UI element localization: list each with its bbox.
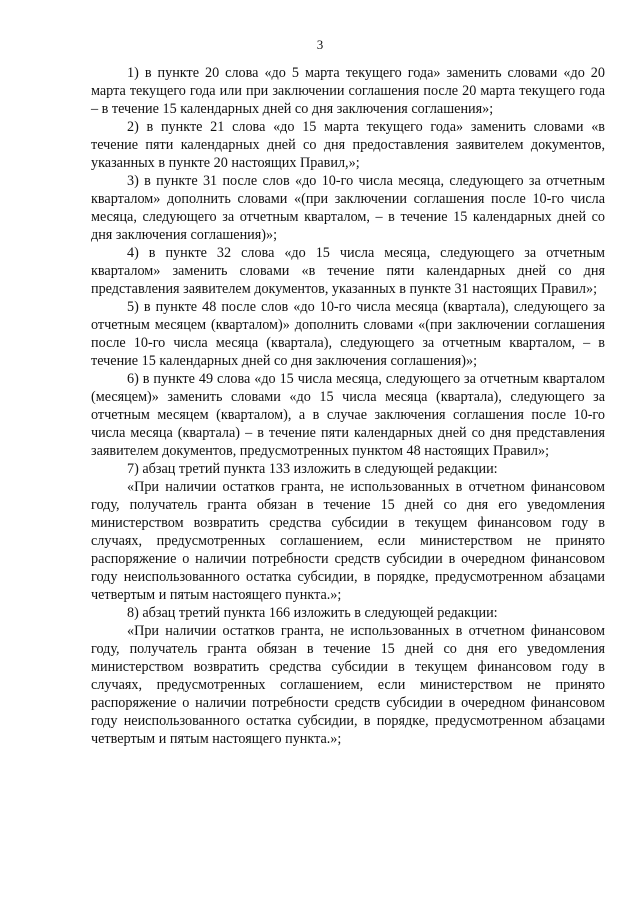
paragraph-quote-133: «При наличии остатков гранта, не использованных в отчетном финансовом году, получатель гранта обязан в течение 15 дней со дня его уведомления министерством возвратить средства субсидии в текущем финансовом году в случаях, предусмотренных соглашением, если министерством не принято распоряжение о наличии потребности средств субсидии в очередном финансовом году неиспользованного остатка субсидии, в порядке, предусмотренном абзацами четвертым и пятым настоящего пункта.»;	[91, 479, 605, 603]
document-body	[91, 64, 605, 748]
paragraph-item-7: 7) абзац третий пункта 133 изложить в следующей редакции:	[127, 461, 498, 477]
paragraph-item-1: 1) в пункте 20 слова «до 5 марта текущего года» заменить словами «до 20 марта текущего года или при заключении соглашения после 20 марта текущего года – в течение 15 календарных дней со дня заключения соглашения»;	[91, 65, 605, 117]
paragraph-item-3: 3) в пункте 31 после слов «до 10-го числа месяца, следующего за отчетным кварталом» дополнить словами «(при заключении соглашения после 10-го числа месяца, следующего за отчетным кварталом, – в течение 15 календарных дней со дня заключения соглашения)»;	[91, 173, 605, 243]
paragraph-item-5: 5) в пункте 48 после слов «до 10-го числа месяца (квартала), следующего за отчетным месяцем (кварталом)» дополнить словами «(при заключении соглашения после 10-го числа месяца (квартала), следующего за отчетным кварталом, – в течение 15 календарных дней со дня заключения соглашения)»;	[91, 299, 605, 369]
paragraph-item-8: 8) абзац третий пункта 166 изложить в следующей редакции:	[127, 605, 498, 621]
paragraph-item-2: 2) в пункте 21 слова «до 15 марта текущего года» заменить словами «в течение пяти календарных дней со дня предоставления заявителем документов, указанных в пункте 20 настоящих Правил,»;	[91, 119, 605, 171]
paragraph-item-4: 4) в пункте 32 слова «до 15 числа месяца, следующего за отчетным кварталом» заменить словами «в течение пяти календарных дней со дня представления заявителем документов, указанных в пункте 31 настоящих Правил»;	[91, 245, 605, 297]
paragraph-quote-166: «При наличии остатков гранта, не использованных в отчетном финансовом году, получатель гранта обязан в течение 15 дней со дня его уведомления министерством возвратить средства субсидии в текущем финансовом году в случаях, предусмотренных соглашением, если министерством не принято распоряжение о наличии потребности средств субсидии в очередном финансовом году неиспользованного остатка субсидии, в порядке, предусмотренном абзацами четвертым и пятым настоящего пункта.»;	[91, 623, 605, 747]
paragraph-item-6: 6) в пункте 49 слова «до 15 числа месяца, следующего за отчетным кварталом (месяцем)» заменить словами «до 15 числа месяца (квартала), следующего за отчетным месяцем (кварталом), а в случае заключения соглашения после 10-го числа месяца (квартала) – в течение пяти календарных дней со дня представления заявителем документов, предусмотренных пунктом 48 настоящих Правил»;	[91, 371, 605, 459]
page-number: 3	[316, 37, 324, 52]
